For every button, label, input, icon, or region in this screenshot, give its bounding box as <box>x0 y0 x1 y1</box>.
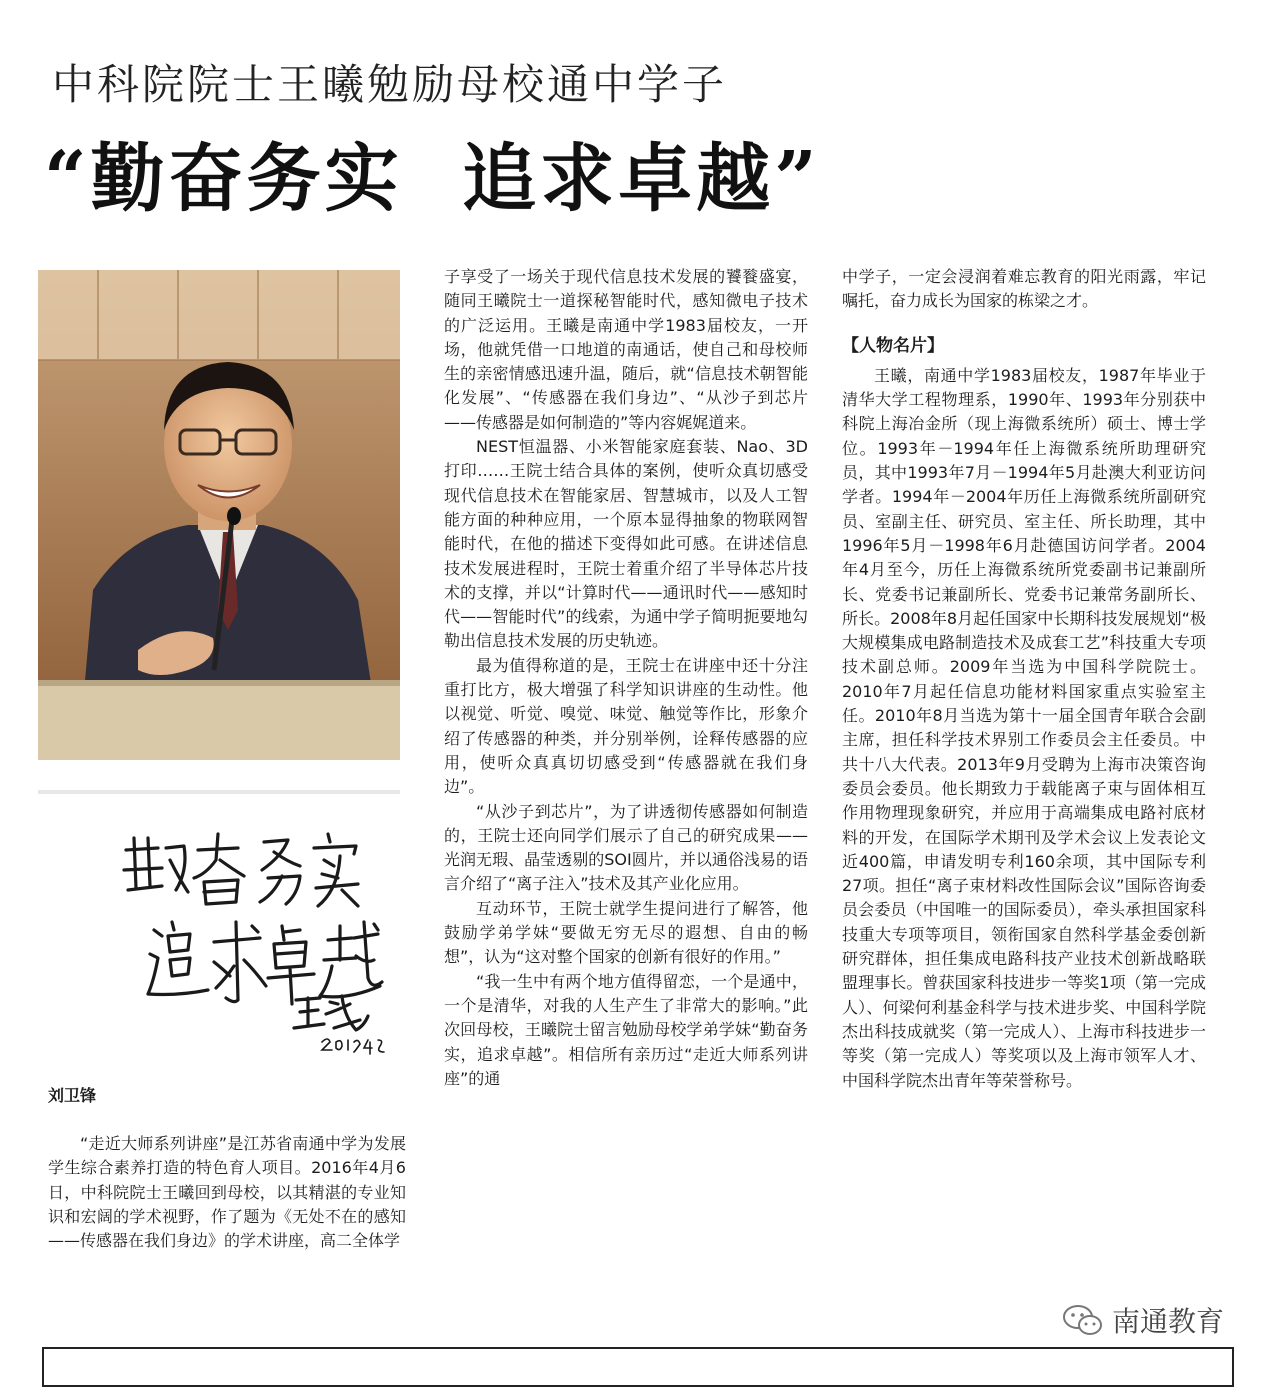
wechat-icon <box>1062 1303 1104 1337</box>
paragraph: 最为值得称道的是，王院士在讲座中还十分注重打比方，极大增强了科学知识讲座的生动性。他以视觉、听觉、嗅觉、味觉、触觉等作比，形象介绍了传感器的种类，并分别举例，诠释传感器的应用，使听众真真切切感受到“传感器就在我们身边”。 <box>444 655 808 797</box>
paragraph: 互动环节，王院士就学生提问进行了解答，他鼓励学弟学妹“要做无穷无尽的遐想、自由的畅想”，认为“这对整个国家的创新有很好的作用。” <box>444 898 808 967</box>
paragraph: 子享受了一场关于现代信息技术发展的饕餮盛宴，随同王曦院士一道探秘智能时代，感知微电子技术的广泛运用。王曦是南通中学1983届校友，一开场，他就凭借一口地道的南通话，使自己和母校师生的亲密情感迅速升温，随后，就“信息技术朝智能化发展”、“传感器在我们身边”、“从沙子到芯片——传感器是如何制造的”等内容娓娓道来。 <box>444 267 808 432</box>
paragraph: “我一生中有两个地方值得留恋，一个是通中，一个是清华，对我的人生产生了非常大的影响。”此次回母校，王曦院士留言勉励母校学弟学妹“勤奋务实，追求卓越”。相信所有亲历过“走近大师系列讲座”的通 <box>444 971 808 1088</box>
article-subtitle: 中科院院士王曦勉励母校通中学子 <box>52 60 728 109</box>
bottom-frame <box>42 1347 1234 1387</box>
calligraphy-inscription <box>38 790 400 1060</box>
speaker-photo <box>38 270 400 760</box>
byline-author: 刘卫锋 <box>48 1086 97 1105</box>
article-headline: “勤奋务实 追求卓越” <box>44 136 821 222</box>
paragraph: NEST恒温器、小米智能家庭套装、Nao、3D打印……王院士结合具体的案例，使听众真切感受现代信息技术在智能家居、智慧城市，以及人工智能方面的种种应用，一个原本显得抽象的物联网智能时代，在他的描述下变得如此可感。在讲述信息技术发展进程时，王院士着重介绍了半导体芯片技术的支撑，并以“计算时代——通讯时代——感知时代——智能时代”的线索，为通中学子简明扼要地勾勒出信息技术发展的历史轨迹。 <box>444 437 808 651</box>
article-column-3 <box>842 265 1206 1093</box>
wechat-watermark <box>1062 1300 1224 1340</box>
profile-heading: 【人物名片】 <box>842 335 944 356</box>
paragraph: 中学子，一定会浸润着难忘教育的阳光雨露，牢记嘱托，奋力成长为国家的栋梁之才。 <box>842 267 1206 311</box>
article-column-1 <box>48 1132 406 1253</box>
watermark-text: 南通教育 <box>1112 1305 1225 1338</box>
article-column-2 <box>444 265 808 1091</box>
paragraph: “走近大师系列讲座”是江苏省南通中学为发展学生综合素养打造的特色育人项目。2016年4月6日，中科院院士王曦回到母校，以其精湛的专业知识和宏阔的学术视野，作了题为《无处不在的感知——传感器在我们身边》的学术讲座，高二全体学 <box>48 1134 406 1251</box>
profile-text: 王曦，南通中学1983届校友，1987年毕业于清华大学工程物理系，1990年、1993年分别获中科院上海冶金所（现上海微系统所）硕士、博士学位。1993年－1994年任上海微系统所助理研究员，其中1993年7月－1994年5月赴澳大利亚访问学者。1994年－2004年历任上海微系统所副研究员、室副主任、研究员、室主任、所长助理，其中1996年5月－1998年6月赴德国访问学者。2004年4月至今，历任上海微系统所党委副书记兼副所长、党委书记兼副所长、党委书记兼常务副所长、所长。2008年8月起任国家中长期科技发展规划“极大规模集成电路制造技术及成套工艺”科技重大专项技术副总师。2009年当选为中国科学院院士。2010年7月起任信息功能材料国家重点实验室主任。2010年8月当选为第十一届全国青年联合会副主席，担任科学技术界别工作委员会主任委员。中共十八大代表。2013年9月受聘为上海市决策咨询委员会委员。他长期致力于载能离子束与固体相互作用物理现象研究，并应用于高端集成电路衬底材料的开发，在国际学术期刊及学术会议上发表论文近400篇，申请发明专利160余项，其中国际专利27项。担任“离子束材料改性国际会议”国际咨询委员会委员（中国唯一的国际委员），牵头承担国家科技重大专项等项目，领衔国家自然科学基金委创新研究群体，担任集成电路科技产业技术创新战略联盟理事长。曾获国家科技进步一等奖1项（第一完成人）、何梁何利基金科学与技术进步奖、中国科学院杰出科技成就奖（第一完成人）、上海市科技进步一等奖（第一完成人）等奖项以及上海市领军人才、中国科学院杰出青年等荣誉称号。 <box>842 365 1206 1090</box>
paragraph: “从沙子到芯片”，为了讲透彻传感器如何制造的，王院士还向同学们展示了自己的研究成果——光润无瑕、晶莹透剔的SOI圆片，并以通俗浅易的语言介绍了“离子注入”技术及其产业化应用。 <box>444 801 808 894</box>
